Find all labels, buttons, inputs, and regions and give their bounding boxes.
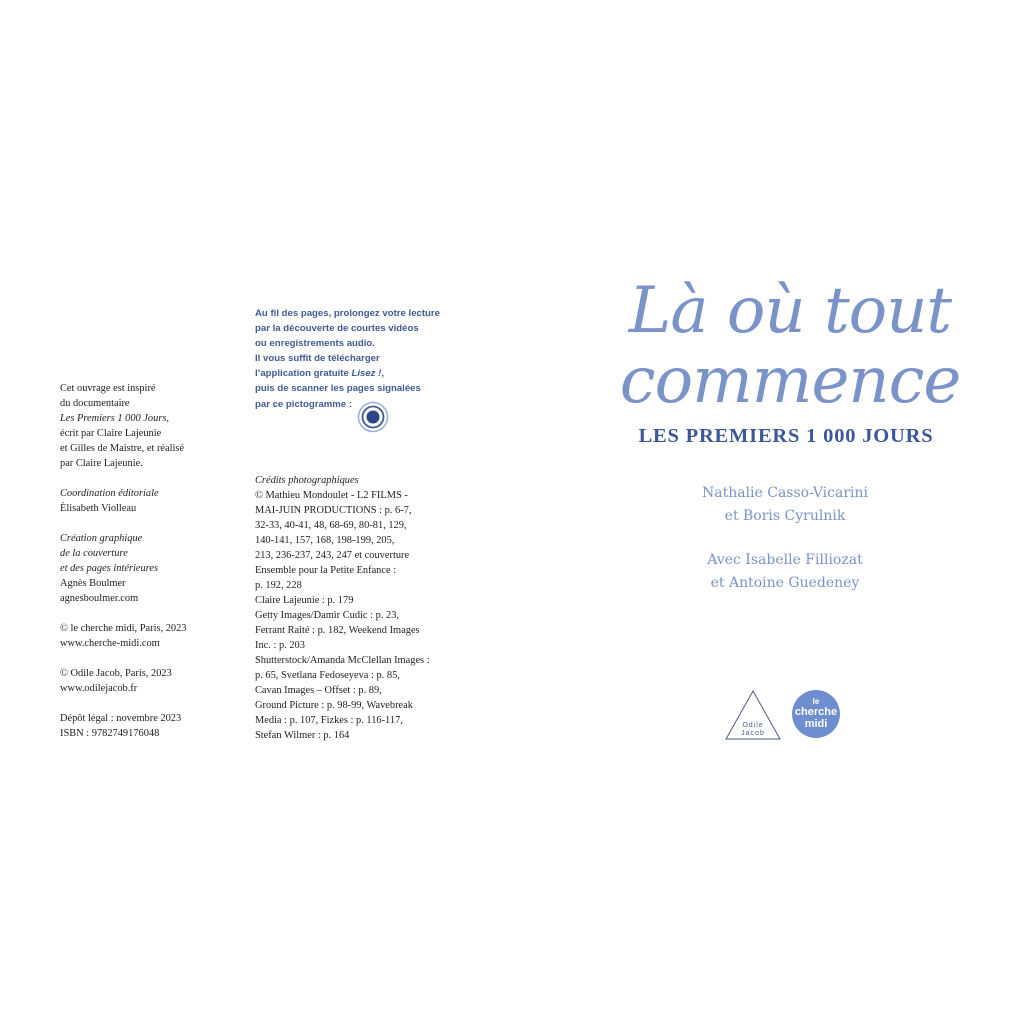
colophon-design [60,531,220,606]
collaborator-line: Avec Isabelle Filliozat [707,552,863,568]
credit-line: Getty Images/Damir Cudic : p. 23, [255,610,399,621]
odile-jacob-word-2: Jacob [741,730,765,737]
colophon-copyright-cherche-midi [60,621,220,651]
book-subtitle: LES PREMIERS 1 000 JOURS [638,425,934,447]
colophon-line: par Claire Lajeunie. [60,458,143,469]
authors [640,482,930,528]
design-label: de la couverture [60,548,128,559]
cherche-midi-word-3: midi [804,718,828,730]
credit-line: Ensemble pour la Petite Enfance : [255,565,397,576]
colophon-inspiration [60,381,220,471]
credit-line: 140-141, 157, 168, 198-199, 205, [255,535,395,546]
notice-line: Il vous suffit de télécharger [255,353,380,365]
credit-line: Claire Lajeunie : p. 179 [255,595,354,606]
scan-pictogram-icon [357,401,389,433]
credit-line: Media : p. 107, Fizkes : p. 116-117, [255,715,403,726]
author-line: et Boris Cyrulnik [724,508,846,524]
credit-line: MAI-JUIN PRODUCTIONS : p. 6-7, [255,505,412,516]
title-line: commence [619,344,961,418]
credit-line: p. 65, Svetlana Fedoseyeva : p. 85, [255,670,400,681]
credit-line: Ferrant Raité : p. 182, Weekend Images [255,625,420,636]
colophon-line: et Gilles de Maistre, et réalisé [60,443,185,454]
colophon-coordination [60,486,220,516]
notice-line [255,366,455,381]
credit-line: Shutterstock/Amanda McClellan Images : [255,655,430,666]
design-label: et des pages intérieures [60,563,159,574]
credit-line: 213, 236-237, 243, 247 et couverture [255,550,410,561]
notice-text: l’application gratuite [255,368,352,380]
coordination-label: Coordination éditoriale [60,488,159,499]
publisher-site: www.odilejacob.fr [60,683,138,694]
colophon-legal [60,711,220,741]
odile-jacob-logo [724,689,782,741]
notice-line: par ce pictogramme : [255,398,353,410]
author-line: Nathalie Casso-Vicarini [701,485,869,501]
notice-text: , [381,368,385,380]
credit-line: Ground Picture : p. 98-99, Wavebreak [255,700,413,711]
collaborator-line: et Antoine Guedeney [710,575,860,591]
photo-credits [255,473,465,743]
coordination-name: Élisabeth Violleau [60,503,137,514]
app-name: Lisez ! [351,368,382,380]
colophon-line: Cet ouvrage est inspiré [60,383,156,394]
isbn: ISBN : 9782749176048 [60,728,160,739]
designer-name: Agnès Boulmer [60,578,126,589]
odile-jacob-word-1: Odile [742,722,764,729]
colophon [60,381,220,756]
credit-line: © Mathieu Mondoulet - L2 FILMS - [255,490,408,501]
legal-deposit: Dépôt légal : novembre 2023 [60,713,182,724]
colophon-copyright-odile-jacob [60,666,220,696]
title-line: Là où tout [628,274,952,348]
publisher-site: www.cherche-midi.com [60,638,160,649]
copyright-line: © Odile Jacob, Paris, 2023 [60,668,172,679]
credit-line: Stefan Wilmer : p. 164 [255,730,350,741]
notice-line: par la découverte de courtes vidéos [255,323,419,335]
cherche-midi-word-1: le [812,697,820,706]
notice-line: puis de scanner les pages signalées [255,383,421,395]
cherche-midi-logo [791,689,841,739]
notice-line: ou enregistrements audio. [255,338,375,350]
app-notice [255,306,455,412]
credits-heading: Crédits photographiques [255,475,359,486]
colophon-line: écrit par Claire Lajeunie [60,428,162,439]
credit-line: 32-33, 40-41, 48, 68-69, 80-81, 129, [255,520,407,531]
credit-line: Cavan Images – Offset : p. 89, [255,685,382,696]
design-label: Création graphique [60,533,143,544]
collaborators [640,549,930,595]
cherche-midi-word-2: cherche [794,706,838,718]
colophon-line: du documentaire [60,398,130,409]
copyright-line: © le cherche midi, Paris, 2023 [60,623,187,634]
credit-line: p. 192, 228 [255,580,302,591]
designer-site: agnesboulmer.com [60,593,139,604]
credit-line: Inc. : p. 203 [255,640,305,651]
notice-line: Au fil des pages, prolongez votre lecture [255,308,440,319]
book-title [600,276,980,416]
documentary-title: Les Premiers 1 000 Jours, [60,413,169,424]
